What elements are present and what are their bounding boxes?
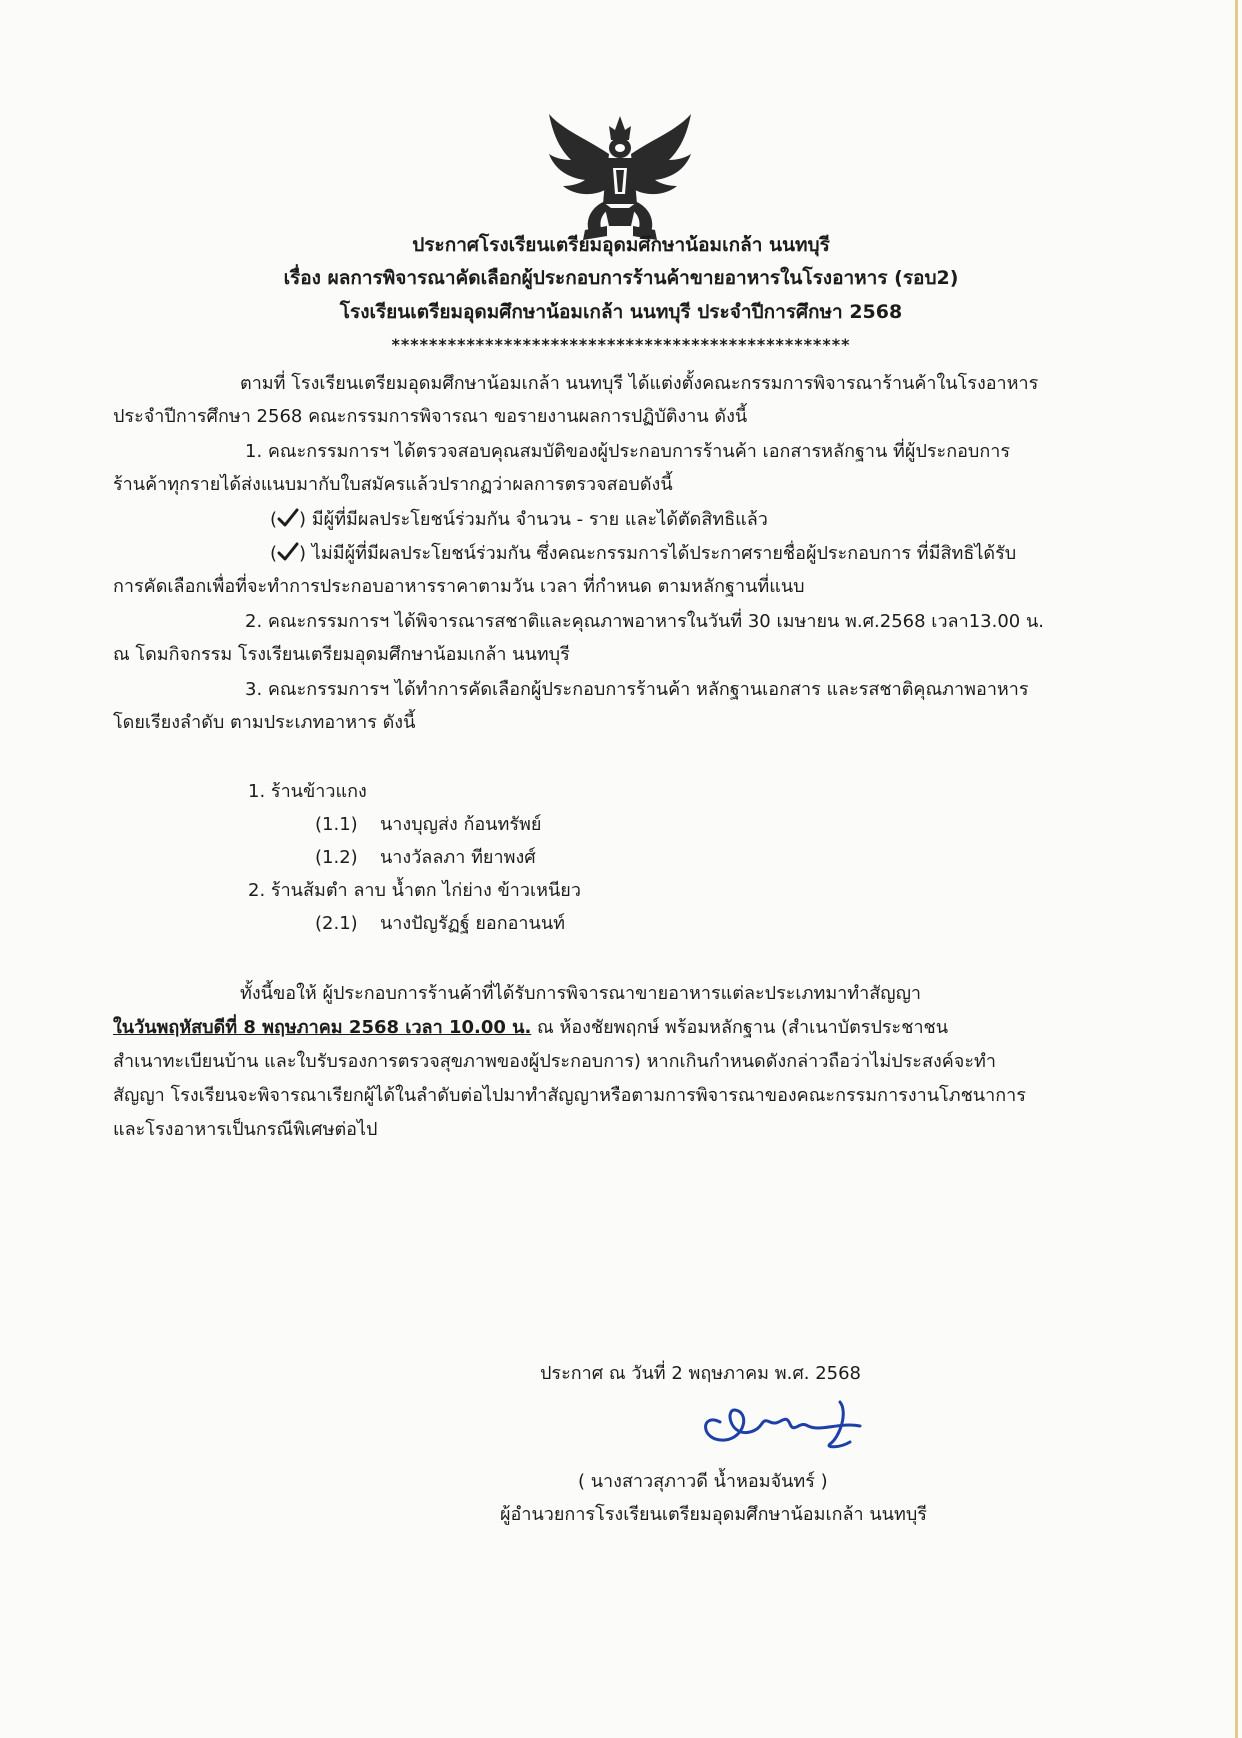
header-subject-line: เรื่อง ผลการพิจารณาคัดเลือกผู้ประกอบการร้านค้าขายอาหารในโรงอาหาร (รอบ2)	[283, 267, 959, 289]
shop-title: 1. ร้านข้าวแกง	[248, 781, 367, 802]
item3-line2: โดยเรียงลำดับ ตามประเภทอาหาร ดังนี้	[113, 712, 416, 733]
shop-title: 2. ร้านส้มตำ ลาบ น้ำตก ไก่ย่าง ข้าวเหนียว	[248, 880, 581, 901]
page-edge-line	[1235, 0, 1238, 1738]
handwritten-signature	[690, 1382, 870, 1462]
vendor-number: (2.1)	[315, 913, 358, 934]
vendor-number: (1.1)	[315, 814, 358, 835]
checkbox-no-conflict: ( ) ไม่มีผู้ที่มีผลประโยชน์ร่วมกัน ซึ่งคณะกรรมการได้ประกาศรายชื่อผู้ประกอบการ ที่มีสิทธิได้รับ	[270, 543, 1017, 564]
header-title-line1: ประกาศโรงเรียนเตรียมอุดมศึกษาน้อมเกล้า นนทบุรี	[412, 234, 830, 256]
closing-line5: และโรงอาหารเป็นกรณีพิเศษต่อไป	[113, 1119, 378, 1140]
intro-line2: ประจำปีการศึกษา 2568 คณะกรรมการพิจารณา ขอรายงานผลการปฏิบัติงาน ดังนี้	[113, 406, 748, 427]
item2-line2: ณ โดมกิจกรรม โรงเรียนเตรียมอุดมศึกษาน้อมเกล้า นนทบุรี	[113, 644, 570, 665]
closing-line4: สัญญา โรงเรียนจะพิจารณาเรียกผู้ได้ในลำดับต่อไปมาทำสัญญาหรือตามการพิจารณาของคณะกรรมการงานโภชนาการ	[113, 1085, 1026, 1106]
closing-line1: ทั้งนี้ขอให้ ผู้ประกอบการร้านค้าที่ได้รับการพิจารณาขายอาหารแต่ละประเภทมาทำสัญญา	[240, 983, 922, 1004]
closing-line2-rest: ณ ห้องชัยพฤกษ์ พร้อมหลักฐาน (สำเนาบัตรประชาชน	[531, 1017, 949, 1038]
vendor-name: นางวัลลภา ทียาพงศ์	[380, 847, 536, 868]
checkmark-icon	[277, 508, 299, 528]
vendor-name: นางปัญรัฏฐ์ ยอกอานนท์	[380, 913, 566, 934]
garuda-emblem-icon	[545, 108, 695, 248]
check1-label: มีผู้ที่มีผลประโยชน์ร่วมกัน จำนวน - ราย และได้ตัดสิทธิแล้ว	[311, 509, 768, 530]
contract-date-highlight: ในวันพฤหัสบดีที่ 8 พฤษภาคม 2568 เวลา 10.00 น.	[113, 1017, 532, 1038]
closing-line3: สำเนาทะเบียนบ้าน และใบรับรองการตรวจสุขภาพของผู้ประกอบการ) หากเกินกำหนดดังกล่าวถือว่าไม่ประสงค์จะทำ	[113, 1051, 996, 1072]
check2-label: ไม่มีผู้ที่มีผลประโยชน์ร่วมกัน ซึ่งคณะกรรมการได้ประกาศรายชื่อผู้ประกอบการ ที่มีสิทธิได้รับ	[311, 543, 1017, 564]
announcement-date: ประกาศ ณ วันที่ 2 พฤษภาคม พ.ศ. 2568	[540, 1363, 862, 1384]
checkmark-icon	[277, 542, 299, 562]
header-school-year-line: โรงเรียนเตรียมอุดมศึกษาน้อมเกล้า นนทบุรี ประจำปีการศึกษา 2568	[339, 301, 903, 323]
item3-line1: 3. คณะกรรมการฯ ได้ทำการคัดเลือกผู้ประกอบการร้านค้า หลักฐานเอกสาร และรสชาติคุณภาพอาหาร	[245, 679, 1029, 700]
signatory-name: ( นางสาวสุภาวดี น้ำหอมจันทร์ )	[578, 1471, 828, 1492]
closing-line2	[113, 1016, 948, 1040]
checkbox-conflict-exists: ( ) มีผู้ที่มีผลประโยชน์ร่วมกัน จำนวน - ราย และได้ตัดสิทธิแล้ว	[270, 509, 768, 530]
header-star-divider: *************************************************	[391, 335, 851, 354]
vendor-number: (1.2)	[315, 847, 358, 868]
check2-continuation: การคัดเลือกเพื่อที่จะทำการประกอบอาหารราคาตามวัน เวลา ที่กำหนด ตามหลักฐานที่แนบ	[113, 576, 805, 597]
item1-line2: ร้านค้าทุกรายได้ส่งแนบมากับใบสมัครแล้วปรากฏว่าผลการตรวจสอบดังนี้	[113, 474, 673, 495]
item2-line1: 2. คณะกรรมการฯ ได้พิจารณารสชาติและคุณภาพอาหารในวันที่ 30 เมษายน พ.ศ.2568 เวลา13.00 น.	[245, 611, 1044, 632]
signatory-position: ผู้อำนวยการโรงเรียนเตรียมอุดมศึกษาน้อมเกล้า นนทบุรี	[500, 1504, 927, 1525]
item1-line1: 1. คณะกรรมการฯ ได้ตรวจสอบคุณสมบัติของผู้ประกอบการร้านค้า เอกสารหลักฐาน ที่ผู้ประกอบการ	[245, 441, 1011, 462]
vendor-name: นางบุญส่ง ก้อนทรัพย์	[380, 814, 542, 835]
intro-line1: ตามที่ โรงเรียนเตรียมอุดมศึกษาน้อมเกล้า นนทบุรี ได้แต่งตั้งคณะกรรมการพิจารณาร้านค้าในโรงอาหาร	[240, 373, 1039, 394]
